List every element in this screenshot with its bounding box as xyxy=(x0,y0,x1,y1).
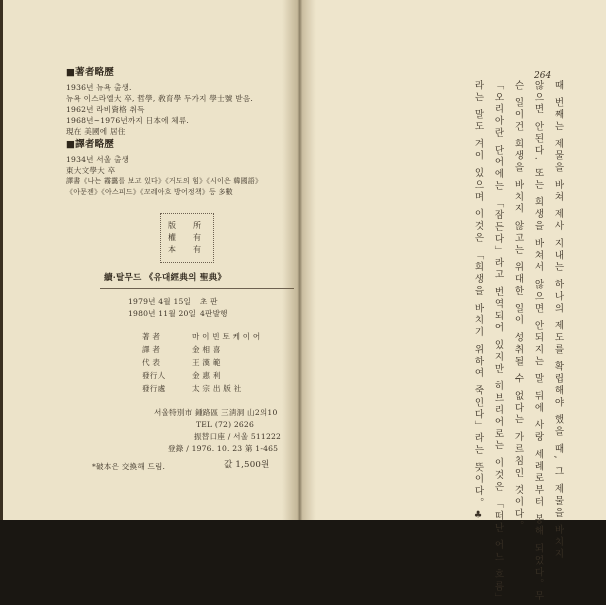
credit-name: 金 相 喜 xyxy=(192,345,221,354)
seal-cell: 有 xyxy=(193,245,201,254)
book-gutter xyxy=(282,0,316,520)
credit-role: 代 表 xyxy=(142,358,161,367)
credit-role: 發行處 xyxy=(142,384,166,393)
seal-cell: 權 xyxy=(168,233,176,242)
vertical-text-column: 「오리아란 단어에는 「잠든다」라고 번역되어 있지만 히브리어로는 이것은 「떠난 어느 흐름」 xyxy=(492,80,504,605)
page-number: 264 xyxy=(534,71,552,81)
credit-role: 著 者 xyxy=(142,332,161,341)
price-label: 값 1,500원 xyxy=(224,460,270,470)
left-page xyxy=(0,0,300,520)
credit-role: 發行人 xyxy=(142,371,166,380)
translator-line: 《아문젠》《아스피드》《꼬레아흐 방어정책》등 多數 xyxy=(66,188,233,196)
author-line: 現在 美國에 居住 xyxy=(66,127,126,136)
copyright-seal xyxy=(160,213,214,263)
author-line: 1962년 라비資格 취득 xyxy=(66,105,145,114)
author-line: 1968년~1976년까지 日本에 체류. xyxy=(66,116,189,125)
author-line: 1936년 뉴욕 출생. xyxy=(66,83,132,92)
seal-cell: 有 xyxy=(193,233,201,242)
credit-name: 마 이 빈 토 케 이 어 xyxy=(192,332,261,341)
edition-label: 초 판 xyxy=(200,297,218,306)
translator-line: 1934년 서울 출생 xyxy=(66,155,130,164)
seal-cell: 版 xyxy=(168,221,176,230)
credit-role: 譯 者 xyxy=(142,345,161,354)
address-line: TEL (72) 2626 xyxy=(196,420,254,429)
author-heading: ■著者略歷 xyxy=(66,67,114,78)
credit-name: 王 漢 範 xyxy=(192,358,221,367)
edition-date: 1979년 4월 15일 xyxy=(128,297,192,306)
vertical-text-column: 때 번째는 제물을 바쳐 제사 지내는 하나의 제도를 확립해야 했을 때, 그 제물을 바치지 xyxy=(552,80,564,561)
author-line: 뉴욕 이스라엘大 卒, 哲學, 敎育學 두가지 學士號 받음. xyxy=(66,94,253,103)
credit-name: 太 宗 出 版 社 xyxy=(192,384,242,393)
vertical-text-column: 라는 말도 겨이 있으며 이것은 「희생을 바치기 위하여 죽인다」라는 뜻이다。♣ xyxy=(472,80,484,523)
title-rule xyxy=(100,288,294,289)
translator-line: 東大文學大 卒 xyxy=(66,166,116,175)
edition-date: 1980년 11월 20일 xyxy=(128,309,197,318)
credit-name: 金 惠 利 xyxy=(192,371,221,380)
translator-heading: ■譯者略歷 xyxy=(66,139,114,150)
seal-cell: 所 xyxy=(193,221,201,230)
edition-label: 4판발행 xyxy=(200,309,228,318)
translator-line: 譯書《나는 霧靄를 보고 있다》《거도의 힘》《시이은 韓國語》 xyxy=(66,177,263,185)
address-line: 振替口座 / 서울 511222 xyxy=(194,432,282,441)
vertical-text-column: 않으면 안된다. 또는 희생을 바쳐서 않으면 안되지는 말 뒤에 사랑 세례로부터 봉해 되었다。무 xyxy=(532,80,544,603)
book-title: 續·탈무드 《유대經典의 聖典》 xyxy=(104,273,227,283)
address-line: 登錄 / 1976. 10. 23 第 1-465 xyxy=(168,444,279,453)
seal-cell: 本 xyxy=(168,245,176,254)
vertical-text-column: 슨 일이건 희생을 바치지 않고는 위대한 일이 성취될 수 없다는 가르침인 것이다。 xyxy=(512,80,524,533)
address-line: 서울特別市 鍾路區 三淸洞 山2의10 xyxy=(154,408,278,417)
exchange-note: *破本은 交換해 드림. xyxy=(92,462,166,471)
page-edge-shadow xyxy=(0,0,3,520)
